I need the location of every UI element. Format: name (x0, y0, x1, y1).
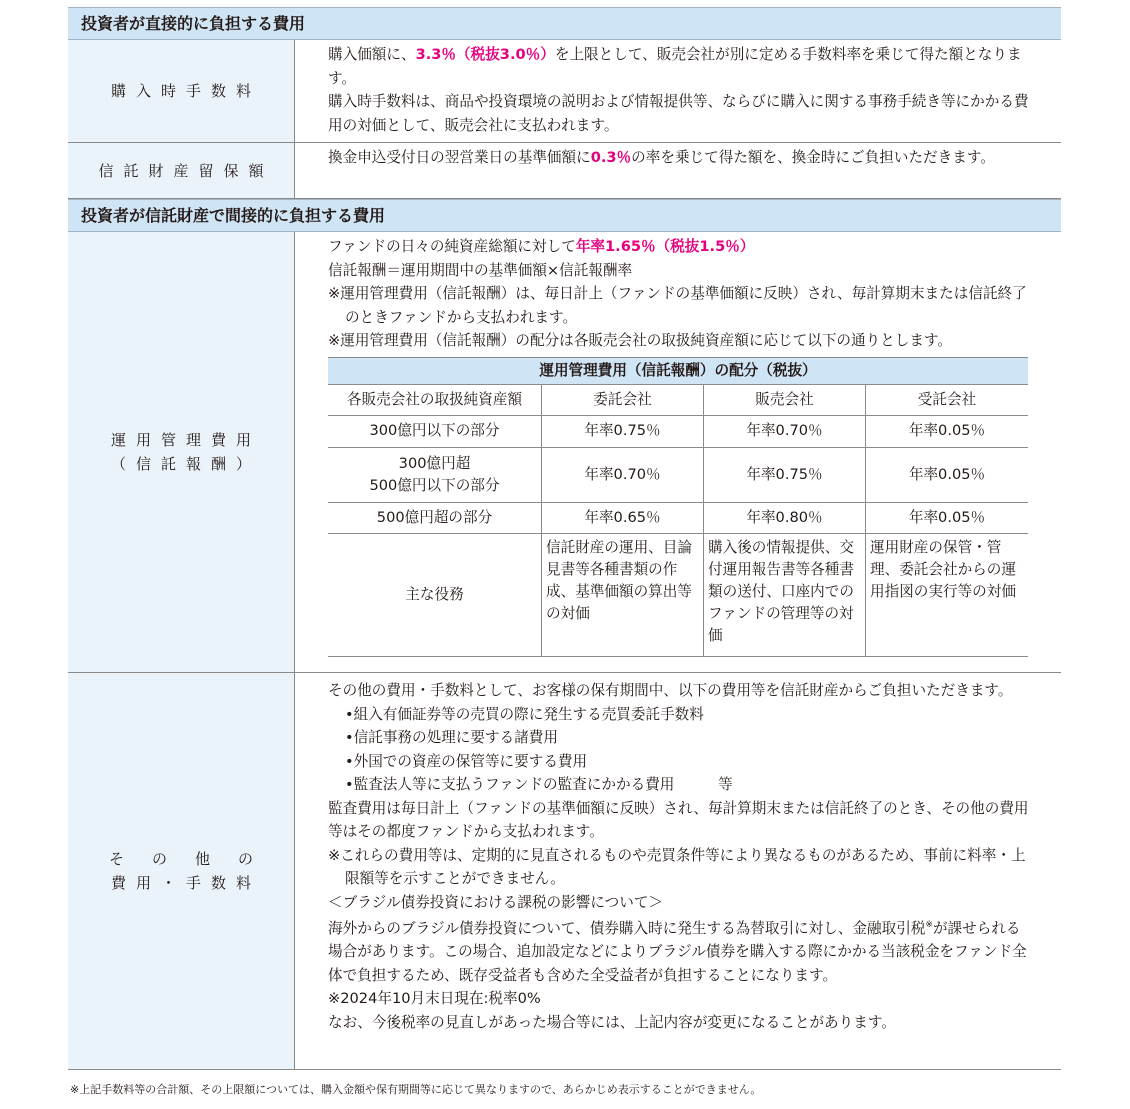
brazil-heading: ＜ブラジル債券投資における課税の影響について＞ (328, 893, 664, 911)
header-distributor: 販売会社 (704, 384, 866, 415)
role-trustee: 運用財産の保管・管理、委託会社からの運用指図の実行等の対価 (866, 533, 1029, 656)
roles-row (328, 533, 1028, 656)
roles-label: 主な役務 (328, 533, 542, 656)
list-item: •監査法人等に支払うファンドの監査にかかる費用 等 (345, 776, 733, 793)
mgmt-fee-note-2: ※運用管理費用（信託報酬）の配分は各販売会社の取扱純資産額に応じて以下の通りとします。 (328, 332, 953, 349)
list-item: •信託事務の処理に要する諸費用 (345, 729, 558, 746)
content-other-fees (295, 673, 1061, 1069)
row-management-fee (68, 232, 1061, 673)
brazil-tax-note: ※2024年10月末日現在:税率0% (328, 990, 541, 1008)
section-title-indirect-costs: 投資者が信託財産で間接的に負担する費用 (68, 199, 1061, 232)
list-item: •組入有価証券等の売買の際に発生する売買委託手数料 (345, 705, 704, 723)
mgmt-fee-note-1: ※運用管理費用（信託報酬）は、毎日計上（ファンドの基準価額に反映）され、毎計算期末または信託終了のときファンドから支払われます。 (328, 285, 1027, 326)
role-trustor: 信託財産の運用、目論見書等各種書類の作成、基準価額の算出等の対価 (542, 533, 704, 656)
footnote: ※上記手数料等の合計額、その上限額については、購入金額や保有期間等に応じて異なりますので、あらかじめ表示することができません。 (70, 1083, 762, 1096)
content-reserve (295, 143, 1061, 198)
header-trustor: 委託会社 (542, 384, 704, 415)
mgmt-fee-formula: 信託報酬＝運用期間中の基準価額×信託報酬率 (328, 261, 633, 279)
mgmt-fee-rate: 年率1.65％（税抜1.5％） (575, 238, 755, 255)
table-row: 300億円以下の部分 年率0.75％ 年率0.70％ 年率0.05％ (328, 415, 1028, 447)
mgmt-fee-rate-text: ファンドの日々の純資産総額に対して年率1.65％（税抜1.5％） (328, 238, 755, 255)
list-item: •外国での資産の保管等に要する費用 (345, 752, 588, 770)
purchase-fee-rate: 3.3％（税抜3.0％） (415, 46, 555, 63)
role-distributor: 購入後の情報提供、交付運用報告書等各種書類の送付、口座内でのファンドの管理等の対価 (704, 533, 866, 656)
allocation-header-row (328, 384, 1028, 415)
allocation-caption: 運用管理費用（信託報酬）の配分（税抜） (328, 357, 1028, 384)
purchase-fee-text-1: 購入価額に、3.3％（税抜3.0％）を上限として、販売会社が別に定める手数料率を乗じて得た額となります。 (328, 46, 1022, 87)
fee-table (68, 7, 1061, 1070)
section-title-direct-costs: 投資者が直接的に負担する費用 (68, 7, 1061, 40)
fee-allocation-table (328, 357, 1028, 657)
label-purchase-fee: 購入時手数料 (68, 40, 295, 142)
row-reserve (68, 143, 1061, 199)
other-fees-intro: その他の費用・手数料として、お客様の保有期間中、以下の費用等を信託財産からご負担いただきます。 (328, 682, 1013, 699)
label-management-fee: 運用管理費用 （信託報酬） (68, 232, 295, 672)
content-management-fee (295, 232, 1061, 672)
reserve-text: 換金申込受付日の翌営業日の基準価額に0.3％の率を乗じて得た額を、換金時にご負担いただきます。 (328, 149, 995, 166)
other-fees-note: ※これらの費用等は、定期的に見直されるものや売買条件等により異なるものがあるため、事前に料率・上限額等を示すことができません。 (328, 846, 1026, 887)
purchase-fee-text-2: 購入時手数料は、商品や投資環境の説明および情報提供等、ならびに購入に関する事務手続き等にかかる費用の対価として、販売会社に支払われます。 (328, 93, 1029, 134)
table-row: 500億円超の部分 年率0.65％ 年率0.80％ 年率0.05％ (328, 502, 1028, 533)
content-purchase-fee (295, 40, 1061, 142)
header-trustee: 受託会社 (866, 384, 1029, 415)
row-other-fees (68, 673, 1061, 1070)
row-purchase-fee (68, 40, 1061, 143)
reserve-rate: 0.3％ (590, 149, 632, 166)
brazil-text: 海外からのブラジル債券投資について、債券購入時に発生する為替取引に対し、金融取引税※が課せられる場合があります。この場合、追加設定などによりブラジル債券を購入する際にかかる当該税金をファンド全体で負担するため、既存受益者も含めた全受益者が負担することになります。 (328, 919, 1027, 984)
header-aum: 各販売会社の取扱純資産額 (328, 384, 542, 415)
label-reserve: 信託財産留保額 (68, 143, 295, 198)
other-fees-payment: 監査費用は毎日計上（ファンドの基準価額に反映）され、毎計算期末または信託終了のとき、その他の費用等はその都度ファンドから支払われます。 (328, 799, 1029, 840)
allocation-caption-row (328, 357, 1028, 384)
table-row: 300億円超 500億円以下の部分 年率0.70％ 年率0.75％ 年率0.05％ (328, 447, 1028, 502)
label-other-fees: その他の 費用・手数料 (68, 673, 295, 1069)
change-notice: なお、今後税率の見直しがあった場合等には、上記内容が変更になることがあります。 (328, 1013, 896, 1031)
